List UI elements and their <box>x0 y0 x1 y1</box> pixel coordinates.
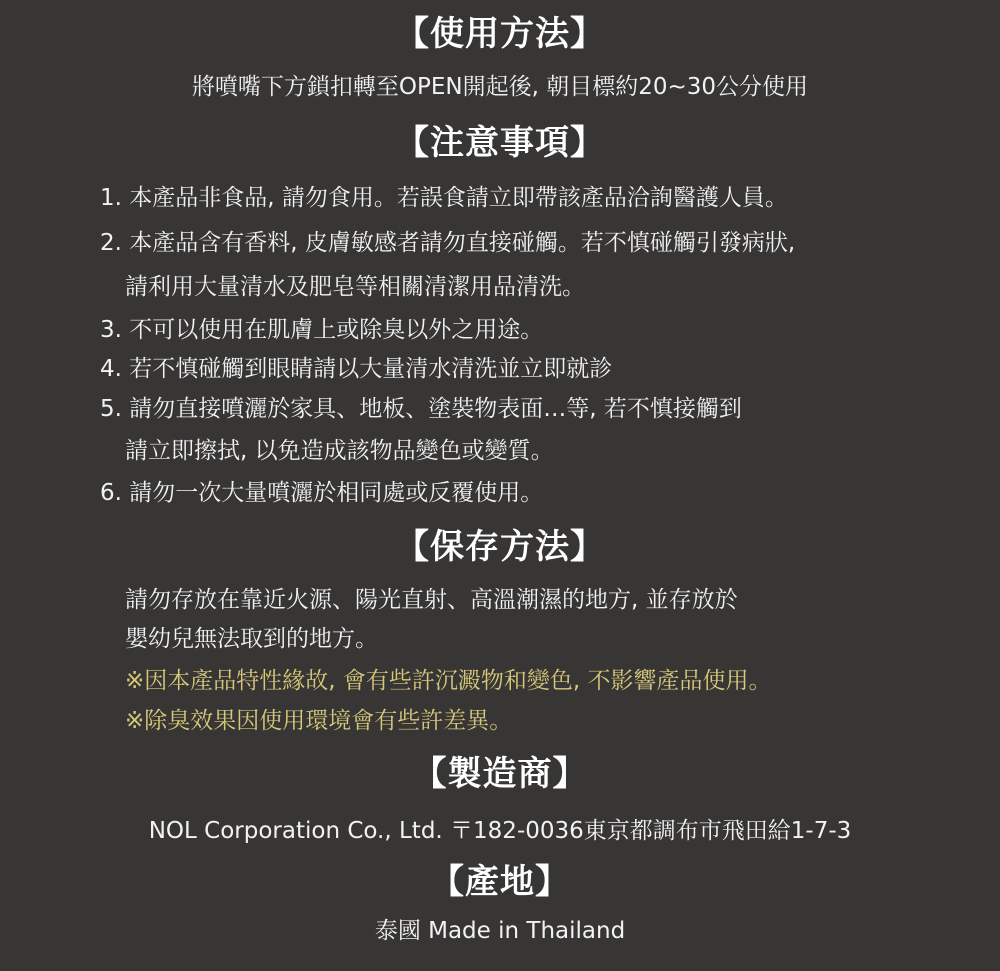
storage-text-line-2: 嬰幼兒無法取到的地方。 <box>125 626 378 652</box>
origin-heading: 【產地】 <box>430 862 570 902</box>
origin-text: 泰國 Made in Thailand <box>374 918 626 944</box>
precaution-item-2: 2. 本產品含有香料, 皮膚敏感者請勿直接碰觸。若不慎碰觸引發病狀, <box>100 230 796 256</box>
precaution-item-4: 4. 若不慎碰觸到眼睛請以大量清水清洗並立即就診 <box>100 356 613 382</box>
precaution-item-2-continued: 請利用大量清水及肥皂等相關清潔用品清洗。 <box>125 274 585 300</box>
precaution-item-5-continued: 請立即擦拭, 以免造成該物品變色或變質。 <box>125 438 554 464</box>
manufacturer-heading: 【製造商】 <box>412 754 588 794</box>
precautions-heading: 【注意事項】 <box>395 123 605 163</box>
storage-note-2: ※除臭效果因使用環境會有些許差異。 <box>125 708 513 734</box>
usage-heading: 【使用方法】 <box>395 14 605 54</box>
storage-text-line-1: 請勿存放在靠近火源、陽光直射、高溫潮濕的地方, 並存放於 <box>125 587 738 613</box>
precaution-item-1: 1. 本產品非食品, 請勿食用。若誤食請立即帶該產品洽詢醫護人員。 <box>100 185 788 211</box>
precaution-item-6: 6. 請勿一次大量噴灑於相同處或反覆使用。 <box>100 480 544 506</box>
storage-note-1: ※因本產品特性緣故, 會有些許沉澱物和變色, 不影響產品使用。 <box>125 668 772 694</box>
precaution-item-3: 3. 不可以使用在肌膚上或除臭以外之用途。 <box>100 317 544 343</box>
precaution-item-5: 5. 請勿直接噴灑於家具、地板、塗裝物表面…等, 若不慎接觸到 <box>100 396 742 422</box>
manufacturer-text: NOL Corporation Co., Ltd. 〒182-0036東京都調布市飛田給1-7-3 <box>148 818 852 844</box>
usage-text: 將噴嘴下方鎖扣轉至OPEN開起後, 朝目標約20~30公分使用 <box>191 74 809 100</box>
storage-heading: 【保存方法】 <box>395 527 605 567</box>
